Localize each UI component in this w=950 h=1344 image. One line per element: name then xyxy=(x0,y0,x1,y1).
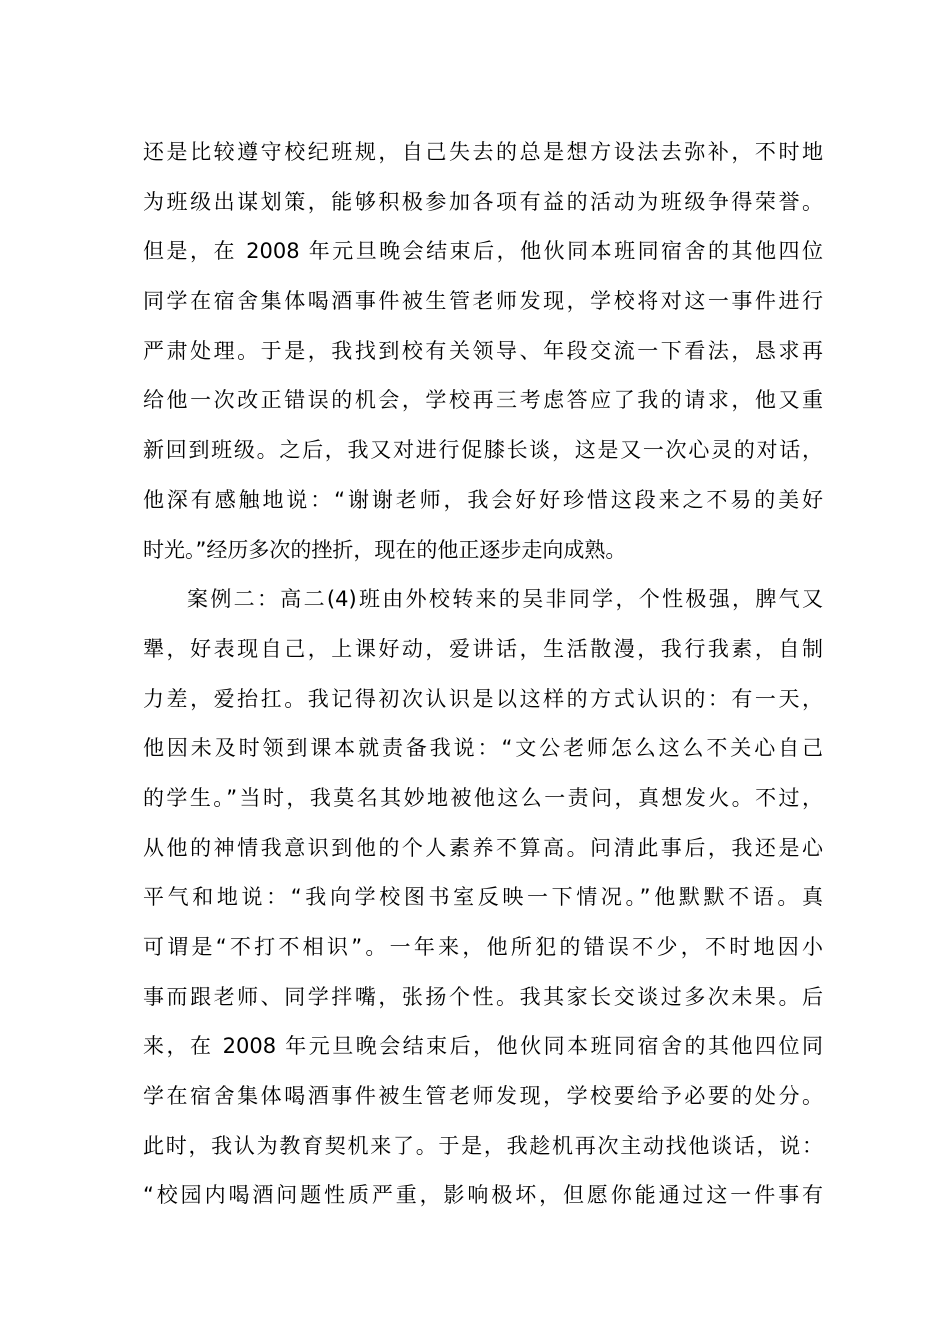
text-line: 此时，我认为教育契机来了。于是，我趁机再次主动找他谈话，说： xyxy=(143,1133,823,1158)
text-line: 新回到班级。之后，我又对进行促膝长谈，这是又一次心灵的对话， xyxy=(143,438,823,463)
text-line: 给他一次改正错误的机会，学校再三考虑答应了我的请求，他又重 xyxy=(143,388,823,413)
text-line: 学在宿舍集体喝酒事件被生管老师发现，学校要给予必要的处分。 xyxy=(143,1084,823,1109)
text-line: 同学在宿舍集体喝酒事件被生管老师发现，学校将对这一事件进行 xyxy=(143,289,823,314)
paragraph-start-line: 案例二：高二(4)班由外校转来的吴非同学，个性极强，脾气又 xyxy=(187,587,823,612)
text-line: 犟，好表现自己，上课好动，爱讲话，生活散漫，我行我素，自制 xyxy=(143,636,823,661)
text-line: 他深有感触地说：“谢谢老师，我会好好珍惜这段来之不易的美好 xyxy=(143,487,823,512)
text-line: “校园内喝酒问题性质严重，影响极坏，但愿你能通过这一件事有 xyxy=(143,1183,823,1208)
paragraph-end-line: 时光。”经历多次的挫折，现在的他正逐步走向成熟。 xyxy=(143,537,627,562)
text-line: 还是比较遵守校纪班规，自己失去的总是想方设法去弥补，不时地 xyxy=(143,140,823,164)
text-line: 平气和地说：“我向学校图书室反映一下情况。”他默默不语。真 xyxy=(143,885,823,910)
text-line: 来，在 2008 年元旦晚会结束后，他伙同本班同宿舍的其他四位同 xyxy=(143,1034,823,1059)
text-line: 从他的神情我意识到他的个人素养不算高。问清此事后，我还是心 xyxy=(143,835,823,860)
text-line: 的学生。”当时，我莫名其妙地被他这么一责问，真想发火。不过， xyxy=(143,785,823,810)
text-line: 严肃处理。于是，我找到校有关领导、年段交流一下看法，恳求再 xyxy=(143,338,823,363)
text-line: 他因未及时领到课本就责备我说：“文公老师怎么这么不关心自己 xyxy=(143,736,823,761)
text-line: 为班级出谋划策，能够积极参加各项有益的活动为班级争得荣誉。 xyxy=(143,189,823,214)
body-text xyxy=(143,131,823,1224)
text-line: 但是，在 2008 年元旦晚会结束后，他伙同本班同宿舍的其他四位 xyxy=(143,239,823,264)
text-line: 可谓是“不打不相识”。一年来，他所犯的错误不少，不时地因小 xyxy=(143,935,823,959)
text-line: 力差，爱抬扛。我记得初次认识是以这样的方式认识的：有一天， xyxy=(143,686,823,711)
text-line: 事而跟老师、同学拌嘴，张扬个性。我其家长交谈过多次未果。后 xyxy=(143,984,823,1009)
